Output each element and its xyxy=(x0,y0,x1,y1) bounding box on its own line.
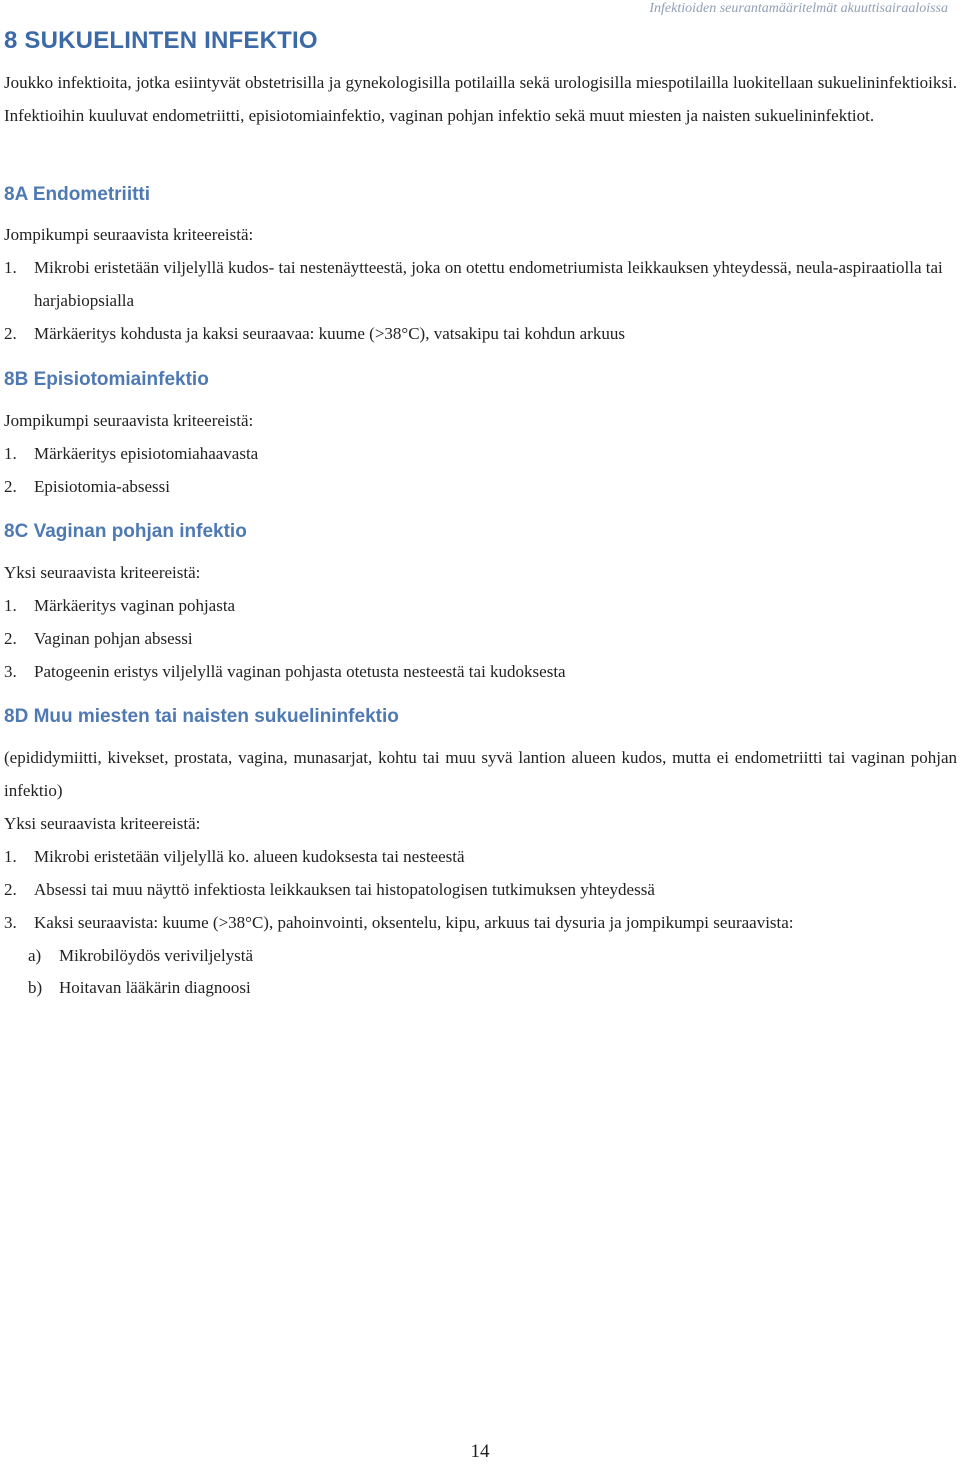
list-number: 1. xyxy=(4,596,17,615)
section-8c-lead: Yksi seuraavista kriteereistä: xyxy=(4,563,201,582)
section-heading-8b: 8B Episiotomiainfektio xyxy=(4,369,209,390)
list-number: 3. xyxy=(4,913,17,932)
list-text: Mikrobi eristetään viljelyllä kudos- tai nestenäytteestä, joka on otettu endometriumista leikkauksen yhteydessä, neula-aspiraatiolla tai harjabiopsialla xyxy=(34,258,943,310)
list-item-8d-2 xyxy=(4,873,944,906)
section-8a-lead: Jompikumpi seuraavista kriteereistä: xyxy=(4,225,254,244)
list-text: Märkäeritys kohdusta ja kaksi seuraavaa: kuume (>38°C), vatsakipu tai kohdun arkuus xyxy=(34,324,625,343)
section-heading-8c: 8C Vaginan pohjan infektio xyxy=(4,521,247,542)
sub-list-letter: a) xyxy=(28,946,42,965)
sub-list-text: Mikrobilöydös veriviljelystä xyxy=(59,946,254,965)
section-8d-lead: Yksi seuraavista kriteereistä: xyxy=(4,814,201,833)
section-8d-note: (epididymiitti, kivekset, prostata, vagina, munasarjat, kohtu tai muu syvä lantion alueen kudos, mutta ei endometriitti tai vaginan pohjan infektio) xyxy=(4,748,957,800)
list-number: 2. xyxy=(4,477,17,496)
list-number: 1. xyxy=(4,847,17,866)
sub-list-text: Hoitavan lääkärin diagnoosi xyxy=(59,978,251,997)
list-item-8d-3 xyxy=(4,906,944,939)
page-number: 14 xyxy=(470,1441,490,1462)
list-item-8c-3 xyxy=(4,655,944,688)
list-text: Kaksi seuraavista: kuume (>38°C), pahoinvointi, oksentelu, kipu, arkuus tai dysuria ja jompikumpi seuraavista: xyxy=(34,913,794,932)
list-item-8a-1 xyxy=(4,251,944,317)
list-number: 3. xyxy=(4,662,17,681)
list-number: 2. xyxy=(4,629,17,648)
section-heading-8a: 8A Endometriitti xyxy=(4,184,151,205)
section-heading-8d: 8D Muu miesten tai naisten sukuelininfektio xyxy=(4,706,399,727)
list-text: Absessi tai muu näyttö infektiosta leikkauksen tai histopatologisen tutkimuksen yhteydessä xyxy=(34,880,655,899)
sub-list-item-8d-b xyxy=(28,971,251,1004)
chapter-title: 8 SUKUELINTEN INFEKTIO xyxy=(4,27,318,54)
list-number: 2. xyxy=(4,324,17,343)
list-item-8b-2 xyxy=(4,470,944,503)
sub-list-letter: b) xyxy=(28,978,43,997)
list-number: 1. xyxy=(4,258,17,277)
list-text: Vaginan pohjan absessi xyxy=(34,629,193,648)
list-item-8a-2 xyxy=(4,317,944,350)
list-item-8c-2 xyxy=(4,622,944,655)
list-number: 2. xyxy=(4,880,17,899)
sub-list-item-8d-a xyxy=(28,939,253,972)
list-text: Märkäeritys episiotomiahaavasta xyxy=(34,444,259,463)
list-item-8b-1 xyxy=(4,437,944,470)
running-header: Infektioiden seurantamääritelmät akuuttisairaaloissa xyxy=(649,1,948,16)
section-8b-lead: Jompikumpi seuraavista kriteereistä: xyxy=(4,411,254,430)
list-text: Märkäeritys vaginan pohjasta xyxy=(34,596,236,615)
list-text: Mikrobi eristetään viljelyllä ko. alueen kudoksesta tai nesteestä xyxy=(34,847,465,866)
list-text: Episiotomia-absessi xyxy=(34,477,170,496)
chapter-intro: Joukko infektioita, jotka esiintyvät obstetrisilla ja gynekologisilla potilailla sekä urologisilla miespotilailla luokitellaan sukuelininfektioiksi. Infektioihin kuuluvat endometriitti, episiotomiainfektio, vaginan pohjan infektio sekä muut miesten ja naisten sukuelininfektiot. xyxy=(4,73,957,125)
list-number: 1. xyxy=(4,444,17,463)
list-item-8d-1 xyxy=(4,840,944,873)
list-item-8c-1 xyxy=(4,589,944,622)
list-text: Patogeenin eristys viljelyllä vaginan pohjasta otetusta nesteestä tai kudoksesta xyxy=(34,662,566,681)
